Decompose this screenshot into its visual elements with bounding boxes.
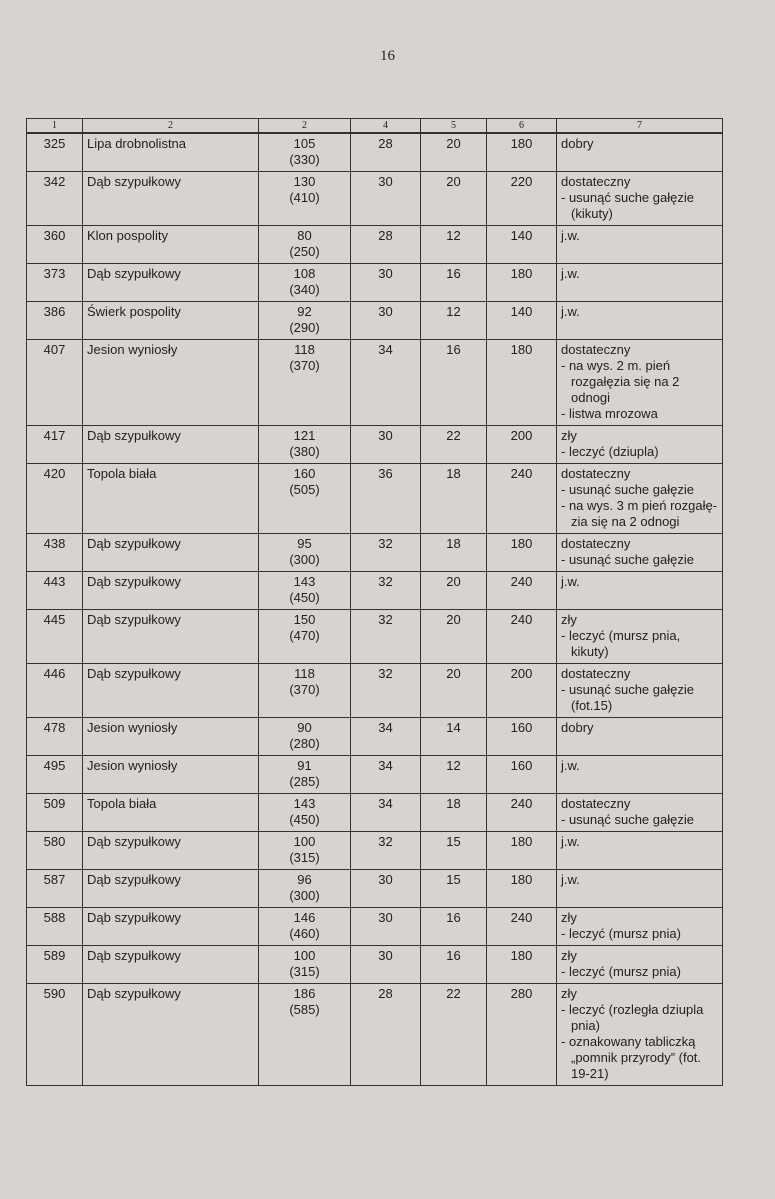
circumference-alt: (330): [289, 152, 320, 167]
tree-number: 580: [27, 832, 83, 870]
circumference-value: 96: [297, 872, 312, 887]
condition-cell: [557, 610, 723, 664]
trunk-circumference: [259, 664, 351, 718]
condition-note: - leczyć (mursz pnia): [561, 964, 681, 979]
crown-width: 14: [421, 718, 487, 756]
circumference-alt: (370): [289, 358, 320, 373]
circumference-alt: (250): [289, 244, 320, 259]
condition-status: dostateczny: [561, 536, 631, 551]
circumference-alt: (410): [289, 190, 320, 205]
tree-species: Dąb szypułkowy: [83, 946, 259, 984]
crown-width: 20: [421, 172, 487, 226]
condition-status: j.w.: [561, 574, 580, 589]
tree-number: 443: [27, 572, 83, 610]
circumference-value: 100: [293, 948, 316, 963]
circumference-alt: (380): [289, 444, 320, 459]
tree-height: 32: [351, 572, 421, 610]
crown-width: 22: [421, 984, 487, 1086]
circumference-value: 91: [297, 758, 312, 773]
tree-species: Dąb szypułkowy: [83, 572, 259, 610]
condition-note: - listwa mrozowa: [561, 406, 658, 421]
condition-status: j.w.: [561, 834, 580, 849]
crown-width: 16: [421, 340, 487, 426]
crown-width: 15: [421, 870, 487, 908]
circumference-value: 118: [294, 666, 315, 681]
condition-note: - leczyć (rozległa dziupla pnia): [561, 1002, 704, 1033]
crown-width: 20: [421, 664, 487, 718]
tree-age: 140: [487, 302, 557, 340]
header-row: [27, 119, 723, 134]
tree-height: 30: [351, 172, 421, 226]
condition-cell: [557, 302, 723, 340]
tree-species: Topola biała: [83, 794, 259, 832]
tree-age: 200: [487, 426, 557, 464]
trunk-circumference: [259, 908, 351, 946]
condition-cell: [557, 264, 723, 302]
condition-cell: [557, 756, 723, 794]
tree-height: 30: [351, 870, 421, 908]
trunk-circumference: [259, 870, 351, 908]
trunk-circumference: [259, 756, 351, 794]
table-row: [27, 610, 723, 664]
tree-species: Dąb szypułkowy: [83, 172, 259, 226]
tree-number: 420: [27, 464, 83, 534]
tree-species: Dąb szypułkowy: [83, 908, 259, 946]
table-row: [27, 572, 723, 610]
table-row: [27, 832, 723, 870]
crown-width: 15: [421, 832, 487, 870]
condition-note: - na wys. 2 m. pień rozgałęzia się na 2 odnogi: [561, 358, 680, 405]
tree-number: 342: [27, 172, 83, 226]
tree-number: 587: [27, 870, 83, 908]
condition-note: - usunąć suche gałęzie (kikuty): [561, 190, 694, 221]
tree-height: 30: [351, 946, 421, 984]
column-header: 1: [27, 119, 83, 134]
tree-species: Świerk pospolity: [83, 302, 259, 340]
condition-cell: [557, 664, 723, 718]
circumference-value: 146: [293, 910, 316, 925]
tree-height: 28: [351, 133, 421, 172]
trunk-circumference: [259, 264, 351, 302]
condition-cell: [557, 908, 723, 946]
tree-height: 36: [351, 464, 421, 534]
column-header: 5: [421, 119, 487, 134]
tree-age: 180: [487, 534, 557, 572]
condition-note: - usunąć suche gałęzie: [561, 552, 694, 567]
tree-height: 28: [351, 226, 421, 264]
circumference-alt: (285): [289, 774, 320, 789]
circumference-alt: (300): [289, 552, 320, 567]
circumference-alt: (505): [289, 482, 320, 497]
trunk-circumference: [259, 340, 351, 426]
trunk-circumference: [259, 610, 351, 664]
condition-cell: [557, 464, 723, 534]
tree-number: 386: [27, 302, 83, 340]
circumference-value: 90: [297, 720, 312, 735]
tree-species: Dąb szypułkowy: [83, 264, 259, 302]
tree-number: 588: [27, 908, 83, 946]
trunk-circumference: [259, 133, 351, 172]
tree-number: 478: [27, 718, 83, 756]
circumference-value: 121: [293, 428, 316, 443]
tree-age: 240: [487, 794, 557, 832]
condition-note: - usunąć suche gałęzie: [561, 482, 694, 497]
tree-species: Klon pospolity: [83, 226, 259, 264]
tree-height: 30: [351, 264, 421, 302]
condition-cell: [557, 870, 723, 908]
condition-status: zły: [561, 986, 577, 1001]
table-row: [27, 718, 723, 756]
condition-cell: [557, 794, 723, 832]
crown-width: 18: [421, 464, 487, 534]
tree-number: 360: [27, 226, 83, 264]
tree-age: 180: [487, 133, 557, 172]
condition-cell: [557, 226, 723, 264]
crown-width: 20: [421, 572, 487, 610]
tree-species: Dąb szypułkowy: [83, 534, 259, 572]
tree-species: Jesion wyniosły: [83, 718, 259, 756]
circumference-value: 186: [293, 986, 316, 1001]
table-row: [27, 756, 723, 794]
tree-height: 34: [351, 718, 421, 756]
tree-height: 28: [351, 984, 421, 1086]
circumference-alt: (280): [289, 736, 320, 751]
tree-species: Dąb szypułkowy: [83, 832, 259, 870]
condition-status: dostateczny: [561, 796, 631, 811]
table-row: [27, 534, 723, 572]
condition-status: dostateczny: [561, 666, 631, 681]
crown-width: 22: [421, 426, 487, 464]
condition-status: j.w.: [561, 228, 580, 243]
condition-cell: [557, 572, 723, 610]
circumference-value: 105: [293, 136, 316, 151]
condition-status: dobry: [561, 720, 594, 735]
tree-inventory-table: [26, 118, 723, 1086]
column-header: 2: [83, 119, 259, 134]
tree-number: 509: [27, 794, 83, 832]
tree-number: 407: [27, 340, 83, 426]
circumference-alt: (450): [289, 590, 320, 605]
tree-species: Dąb szypułkowy: [83, 664, 259, 718]
tree-age: 280: [487, 984, 557, 1086]
table-row: [27, 133, 723, 172]
tree-age: 180: [487, 946, 557, 984]
circumference-value: 92: [297, 304, 312, 319]
condition-cell: [557, 534, 723, 572]
tree-number: 438: [27, 534, 83, 572]
table-body: [27, 133, 723, 1086]
condition-note: - oznakowany tabliczką „pomnik przyrody” (fot. 19-21): [561, 1034, 702, 1081]
tree-species: Lipa drobnolistna: [83, 133, 259, 172]
condition-cell: [557, 946, 723, 984]
tree-age: 180: [487, 832, 557, 870]
table-row: [27, 172, 723, 226]
circumference-alt: (460): [289, 926, 320, 941]
condition-note: - leczyć (dziupla): [561, 444, 659, 459]
condition-note: - na wys. 3 m pień rozgałę-zia się na 2 odnogi: [561, 498, 718, 529]
table-row: [27, 302, 723, 340]
trunk-circumference: [259, 226, 351, 264]
circumference-value: 160: [293, 466, 316, 481]
column-header: 4: [351, 119, 421, 134]
crown-width: 18: [421, 534, 487, 572]
tree-number: 445: [27, 610, 83, 664]
condition-cell: [557, 832, 723, 870]
circumference-value: 100: [293, 834, 316, 849]
tree-species: Dąb szypułkowy: [83, 426, 259, 464]
condition-status: zły: [561, 910, 577, 925]
tree-age: 240: [487, 572, 557, 610]
table-row: [27, 664, 723, 718]
trunk-circumference: [259, 464, 351, 534]
tree-age: 240: [487, 908, 557, 946]
tree-age: 180: [487, 870, 557, 908]
column-header: 6: [487, 119, 557, 134]
condition-cell: [557, 718, 723, 756]
condition-note: - leczyć (mursz pnia): [561, 926, 681, 941]
condition-status: zły: [561, 428, 577, 443]
condition-status: dostateczny: [561, 342, 631, 357]
tree-number: 325: [27, 133, 83, 172]
tree-height: 30: [351, 302, 421, 340]
circumference-alt: (450): [289, 812, 320, 827]
tree-age: 160: [487, 718, 557, 756]
tree-age: 160: [487, 756, 557, 794]
tree-number: 373: [27, 264, 83, 302]
circumference-value: 150: [293, 612, 316, 627]
tree-height: 34: [351, 340, 421, 426]
condition-cell: [557, 172, 723, 226]
condition-status: dostateczny: [561, 466, 631, 481]
trunk-circumference: [259, 832, 351, 870]
table-row: [27, 226, 723, 264]
tree-age: 240: [487, 464, 557, 534]
condition-note: - leczyć (mursz pnia, kikuty): [561, 628, 681, 659]
tree-number: 417: [27, 426, 83, 464]
trunk-circumference: [259, 172, 351, 226]
circumference-value: 143: [293, 796, 316, 811]
tree-number: 495: [27, 756, 83, 794]
condition-cell: [557, 984, 723, 1086]
tree-species: Jesion wyniosły: [83, 756, 259, 794]
trunk-circumference: [259, 534, 351, 572]
circumference-value: 118: [294, 342, 315, 357]
tree-height: 32: [351, 610, 421, 664]
tree-age: 140: [487, 226, 557, 264]
tree-number: 589: [27, 946, 83, 984]
tree-age: 180: [487, 340, 557, 426]
trunk-circumference: [259, 946, 351, 984]
trunk-circumference: [259, 984, 351, 1086]
crown-width: 16: [421, 908, 487, 946]
crown-width: 12: [421, 226, 487, 264]
condition-status: zły: [561, 948, 577, 963]
condition-note: - usunąć suche gałęzie (fot.15): [561, 682, 694, 713]
table-row: [27, 426, 723, 464]
crown-width: 16: [421, 264, 487, 302]
condition-status: zły: [561, 612, 577, 627]
condition-status: dobry: [561, 136, 594, 151]
trunk-circumference: [259, 572, 351, 610]
trunk-circumference: [259, 794, 351, 832]
tree-age: 200: [487, 664, 557, 718]
table-row: [27, 340, 723, 426]
tree-species: Dąb szypułkowy: [83, 984, 259, 1086]
condition-note: - usunąć suche gałęzie: [561, 812, 694, 827]
tree-number: 446: [27, 664, 83, 718]
trunk-circumference: [259, 426, 351, 464]
condition-status: dostateczny: [561, 174, 631, 189]
circumference-alt: (470): [289, 628, 320, 643]
tree-species: Topola biała: [83, 464, 259, 534]
circumference-value: 143: [293, 574, 316, 589]
table-row: [27, 908, 723, 946]
table-row: [27, 264, 723, 302]
circumference-alt: (585): [289, 1002, 320, 1017]
crown-width: 16: [421, 946, 487, 984]
circumference-value: 95: [297, 536, 312, 551]
circumference-alt: (290): [289, 320, 320, 335]
trunk-circumference: [259, 302, 351, 340]
circumference-value: 80: [297, 228, 312, 243]
condition-status: j.w.: [561, 872, 580, 887]
condition-status: j.w.: [561, 304, 580, 319]
tree-height: 30: [351, 426, 421, 464]
circumference-alt: (370): [289, 682, 320, 697]
condition-cell: [557, 426, 723, 464]
column-header: 7: [557, 119, 723, 134]
tree-species: Dąb szypułkowy: [83, 610, 259, 664]
table-row: [27, 794, 723, 832]
tree-species: Jesion wyniosły: [83, 340, 259, 426]
circumference-value: 130: [293, 174, 316, 189]
crown-width: 20: [421, 133, 487, 172]
condition-cell: [557, 340, 723, 426]
condition-cell: [557, 133, 723, 172]
tree-height: 32: [351, 832, 421, 870]
tree-species: Dąb szypułkowy: [83, 870, 259, 908]
crown-width: 18: [421, 794, 487, 832]
table-row: [27, 870, 723, 908]
circumference-alt: (315): [289, 850, 320, 865]
table-row: [27, 946, 723, 984]
tree-height: 32: [351, 664, 421, 718]
circumference-alt: (340): [289, 282, 320, 297]
circumference-alt: (300): [289, 888, 320, 903]
page-number: 16: [380, 48, 395, 64]
circumference-alt: (315): [289, 964, 320, 979]
crown-width: 12: [421, 302, 487, 340]
condition-status: j.w.: [561, 758, 580, 773]
tree-height: 34: [351, 756, 421, 794]
tree-height: 30: [351, 908, 421, 946]
tree-age: 220: [487, 172, 557, 226]
condition-status: j.w.: [561, 266, 580, 281]
table-row: [27, 464, 723, 534]
tree-height: 34: [351, 794, 421, 832]
tree-age: 240: [487, 610, 557, 664]
tree-height: 32: [351, 534, 421, 572]
trunk-circumference: [259, 718, 351, 756]
crown-width: 20: [421, 610, 487, 664]
tree-age: 180: [487, 264, 557, 302]
table-row: [27, 984, 723, 1086]
column-header: 2: [259, 119, 351, 134]
crown-width: 12: [421, 756, 487, 794]
circumference-value: 108: [293, 266, 316, 281]
tree-number: 590: [27, 984, 83, 1086]
